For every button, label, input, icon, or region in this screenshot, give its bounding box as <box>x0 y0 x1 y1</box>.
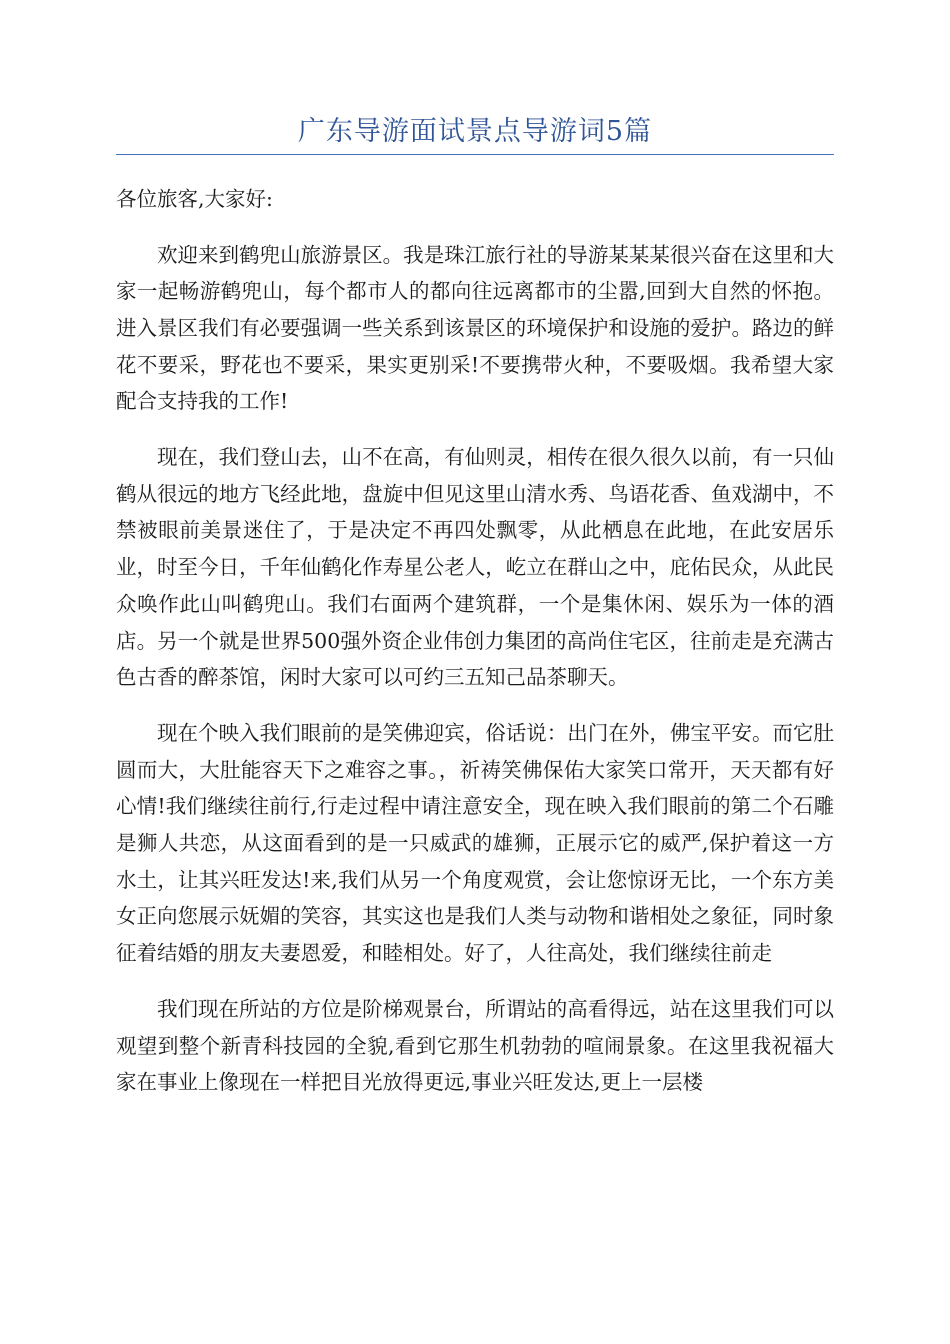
paragraph-3: 现在个映入我们眼前的是笑佛迎宾，俗话说：出门在外，佛宝平安。而它肚圆而大，大肚能容天下之难容之事。，祈祷笑佛保佑大家笑口常开，天天都有好心情!我们继续往前行,行走过程中请注意安全，现在映入我们眼前的第二个石雕是狮人共恋，从这面看到的是一只威武的雄狮，正展示它的威严,保护着这一方水土，让其兴旺发达!来,我们从另一个角度观赏，会让您惊讶无比，一个东方美女正向您展示妩媚的笑容，其实这也是我们人类与动物和谐相处之象征，同时象征着结婚的朋友夫妻恩爱，和睦相处。好了，人往高处，我们继续往前走 <box>116 720 834 966</box>
document-title: 广东导游面试景点导游词5篇 <box>297 116 653 147</box>
paragraph-4: 我们现在所站的方位是阶梯观景台，所谓站的高看得远，站在这里我们可以观望到整个新青科技园的全貌,看到它那生机勃勃的喧闹景象。在这里我祝福大家在事业上像现在一样把目光放得更远,事业兴旺发达,更上一层楼 <box>116 996 834 1095</box>
document-page <box>116 112 834 1101</box>
title-underline <box>116 154 834 155</box>
greeting-line: 各位旅客,大家好: <box>116 187 273 211</box>
paragraph-1: 欢迎来到鹤兜山旅游景区。我是珠江旅行社的导游某某某很兴奋在这里和大家一起畅游鹤兜山，每个都市人的都向往远离都市的尘嚣,回到大自然的怀抱。进入景区我们有必要强调一些关系到该景区的环境保护和设施的爱护。路边的鲜花不要采，野花也不要采，果实更别采!不要携带火种，不要吸烟。我希望大家配合支持我的工作! <box>116 242 834 414</box>
paragraph-2: 现在，我们登山去，山不在高，有仙则灵，相传在很久很久以前，有一只仙鹤从很远的地方飞经此地，盘旋中但见这里山清水秀、鸟语花香、鱼戏湖中，不禁被眼前美景迷住了，于是决定不再四处飘零，从此栖息在此地，在此安居乐业，时至今日，千年仙鹤化作寿星公老人，屹立在群山之中，庇佑民众，从此民众唤作此山叫鹤兜山。我们右面两个建筑群，一个是集休闲、娱乐为一体的酒店。另一个就是世界500强外资企业伟创力集团的高尚住宅区，往前走是充满古色古香的醉茶馆，闲时大家可以可约三五知己品茶聊天。 <box>116 445 834 690</box>
